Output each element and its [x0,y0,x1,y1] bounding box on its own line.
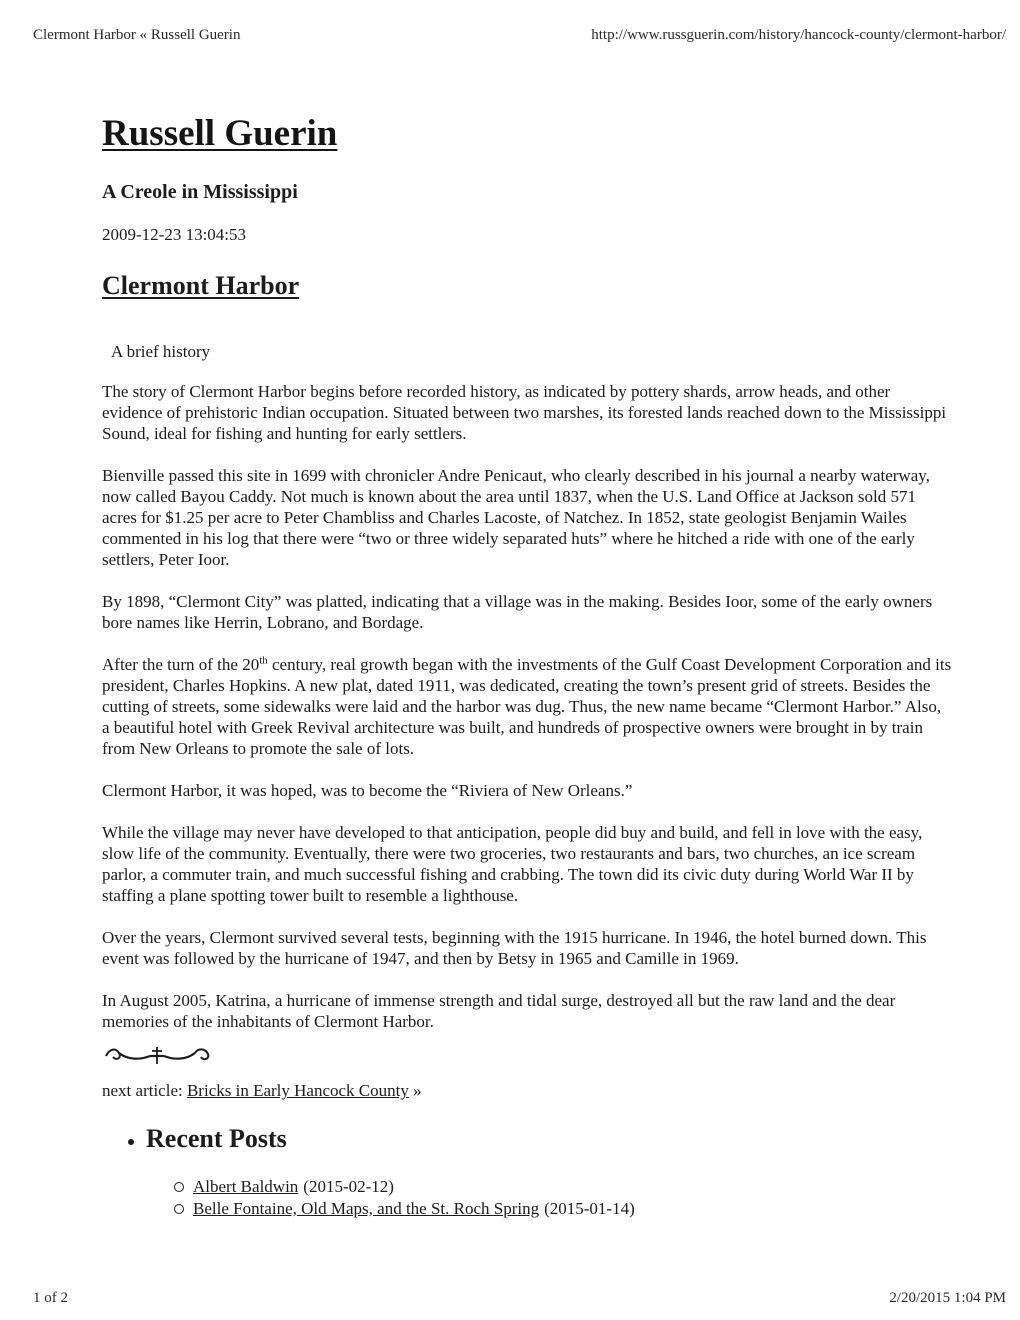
paragraph: Bienville passed this site in 1699 with chronicler Andre Penicaut, who clearly described in his journal a nearby waterway, now called Bayou Caddy. Not much is known about the area until 1837, when the U.S. Land Office at Jackson sold 571 acres for $1.25 per acre to Peter Chambliss and Charles Lacoste, of Natchez. In 1852, state geologist Benjamin Wailes commented in his log that there were “two or three widely separated huts” where he hitched a ride with one of the early settlers, Peter Ioor. [102,466,930,569]
print-footer-page: 1 of 2 [33,1290,68,1306]
list-item [174,1198,952,1220]
recent-post-date: (2015-02-12) [303,1177,394,1196]
print-footer-timestamp: 2/20/2015 1:04 PM [889,1290,1006,1306]
next-article-link[interactable]: Bricks in Early Hancock County [186,1081,409,1100]
site-title-link[interactable]: Russell Guerin [102,113,338,154]
recent-post-date: (2015-01-14) [544,1199,635,1218]
main-content [102,110,952,1220]
recent-posts-heading [128,1122,952,1156]
paragraph: In August 2005, Katrina, a hurricane of immense strength and tidal surge, destroyed all but the raw land and the dear memories of the inhabitants of Clermont Harbor. [102,991,896,1031]
bullet-icon [128,1139,134,1145]
circle-bullet-icon [174,1204,184,1214]
next-article [102,1080,952,1102]
post-subtitle: A brief history [111,342,211,361]
circle-bullet-icon [174,1182,184,1192]
site-tagline: A Creole in Mississippi [102,181,298,203]
superscript: th [259,654,268,667]
recent-post-link[interactable]: Albert Baldwin [193,1177,299,1196]
list-item [174,1176,952,1198]
print-header-url: http://www.russguerin.com/history/hancock-county/clermont-harbor/ [591,27,1006,43]
paragraph: Over the years, Clermont survived several tests, beginning with the 1915 hurricane. In 1946, the hotel burned down. This event was followed by the hurricane of 1947, and then by Betsy in 1965 and Camille in 1969. [102,928,927,968]
print-header-title: Clermont Harbor « Russell Guerin [33,27,241,43]
paragraph [102,654,952,759]
recent-posts-heading-text: Recent Posts [146,1124,287,1153]
paragraph: While the village may never have developed to that anticipation, people did buy and build, and fell in love with the easy, slow life of the community. Eventually, there were two groceries, two restaurants and bars, two churches, an ice scream parlor, a commuter train, and much successful fishing and crabbing. The town did its civic duty during World War II by staffing a plane spotting tower built to resemble a lighthouse. [102,823,923,905]
decorative-divider-icon [102,1042,212,1068]
paragraph: Clermont Harbor, it was hoped, was to become the “Riviera of New Orleans.” [102,781,633,800]
next-article-suffix: » [408,1081,422,1100]
post-title-link[interactable]: Clermont Harbor [102,271,300,300]
paragraph: The story of Clermont Harbor begins before recorded history, as indicated by pottery shards, arrow heads, and other evidence of prehistoric Indian occupation. Situated between two marshes, its forested lands reached down to the Mississippi Sound, ideal for fishing and hunting for early settlers. [102,382,947,443]
next-article-prefix: next article: [102,1081,187,1100]
recent-posts-list [174,1176,952,1220]
recent-post-link[interactable]: Belle Fontaine, Old Maps, and the St. Roch Spring [193,1199,540,1218]
post-date: 2009-12-23 13:04:53 [102,225,247,244]
paragraph: By 1898, “Clermont City” was platted, indicating that a village was in the making. Besides Ioor, some of the early owners bore names like Herrin, Lobrano, and Bordage. [102,592,933,632]
paragraph-text: After the turn of the 20 [102,655,260,674]
paragraph-text: century, real growth began with the investments of the Gulf Coast Development Corporation and its president, Charles Hopkins. A new plat, dated 1911, was dedicated, creating the town’s present grid of streets. Besides the cutting of streets, some sidewalks were laid and the harbor was dug. Thus, the new name became “Clermont Harbor.” Also, a beautiful hotel with Greek Revival architecture was built, and hundreds of prospective owners were brought in by train from New Orleans to promote the sale of lots. [102,655,952,758]
